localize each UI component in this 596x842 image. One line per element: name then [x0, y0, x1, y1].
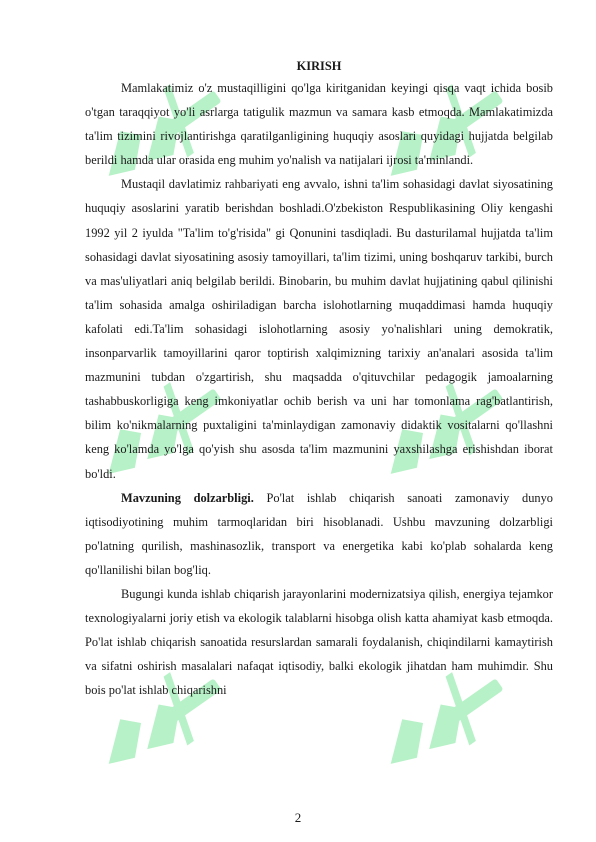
- paragraph-intro: [85, 76, 553, 172]
- paragraph-text: Mustaqil davlatimiz rahbariyati eng avvalo, ishni ta'lim sohasidagi davlat siyosatining huquqiy asoslarini yaratib berishdan boshladi.O'zbekiston Respublikasining Oliy kengashi 1992 yil 2 iyulda "Ta'lim to'g'risida" gi Qonunini tasdiqladi. Bu dasturilamal hujjatda ta'lim sohasidagi davlat siyosatining asosiy tamoyillari, ta'lim tizimi, uning boshqaruv tarkibi, burch va mas'uliyatlari aniq belgilab berildi. Binobarin, bu muhim davlat hujjatining qabul qilinishi ta'lim sohasida amalga oshiriladigan barcha islohotlarning muqaddimasi hamda huquqiy kafolati edi.Ta'lim sohasidagi islohotlarning asosiy yo'nalishlari uning demokratik, insonparvarlik tamoyillarini qaror toptirish xalqimizning tarixiy an'analari asosida ta'lim mazmunini tubdan o'zgartirish, shu maqsadda o'qituvchilar pedagogik jamoalarning tashabbuskorligiga keng imkoniyatlar ochib berish va uni har tomonlama rag'batlantirish, bilim ko'nikmalarning puxtaligini ta'minlaydigan zamonaviy didaktik vositalarni qo'llashni keng ko'lamda yo'lga qo'yish shu asosda ta'lim mazmunini yaxshilashga erishishdan iborat bo'ldi.: [85, 177, 553, 481]
- document-body: [85, 56, 553, 702]
- paragraph-text: Po'lat ishlab chiqarish sanoati zamonaviy dunyo iqtisodiyotining muhim tarmoqlaridan biri hisoblanadi. Ushbu mavzuning dolzarbligi po'latning qurilish, mashinasozlik, transport va energetika kabi ko'plab sohalarda keng qo'llanilishi bilan bog'liq.: [85, 490, 553, 577]
- paragraph-text: Mamlakatimiz o'z mustaqilligini qo'lga kiritganidan keyingi qisqa vaqt ichida bosib o'tgan taraqqiyot yo'li asrlarga tatigulik mazmun va samara kasb etmoqda. Mamlakatimizda ta'lim tizimini rivojlantirishga qaratilganligining huquqiy asoslari quyidagi hujjatda belgilab berildi hamda ular orasida eng muhim yo'nalish va natijalari ijrosi ta'minlandi.: [85, 81, 553, 168]
- paragraph-text: Bugungi kunda ishlab chiqarish jarayonlarini modernizatsiya qilish, energiya tejamkor texnologiyalarni joriy etish va ekologik talablarni hisobga olish katta ahamiyat kasb etmoqda. Po'lat ishlab chiqarish sanoatida resurslardan samarali foydalanish, chiqindilarni kamaytirish va sifatni oshirish masalalari nafaqat iqtisodiy, balki ekologik jihatdan ham muhimdir. Shu bois po'lat ishlab chiqarishni: [85, 586, 553, 698]
- paragraph-topic-relevance: [85, 486, 553, 582]
- document-title: KIRISH: [296, 59, 342, 73]
- page-number: 2: [294, 810, 302, 825]
- paragraph-lead-heading: Mavzuning dolzarbligi.: [121, 490, 254, 505]
- paragraph-modernization: [85, 582, 553, 702]
- paragraph-education-policy: [85, 172, 553, 485]
